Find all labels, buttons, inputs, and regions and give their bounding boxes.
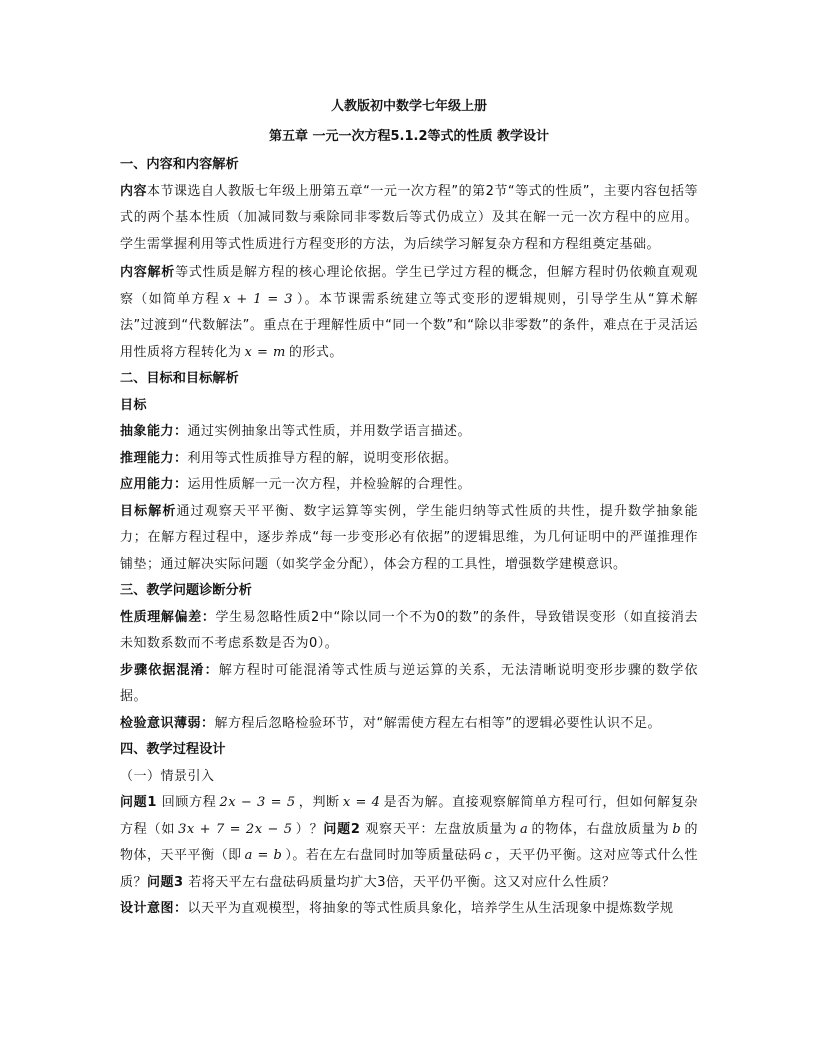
design-intent-label: 设计意图： <box>120 901 188 916</box>
question-2-text-e: ，天平仍平衡。这对应等式什么性质？ <box>120 848 698 890</box>
diagnosis-check-label: 检验意识薄弱： <box>120 715 215 731</box>
goal-reasoning-label: 推理能力： <box>120 450 188 466</box>
document-body <box>120 92 698 923</box>
content-analysis-label: 内容解析 <box>120 265 176 280</box>
question-2-text-c: 的物体，天平平衡（即 <box>120 821 698 863</box>
goal-application-label: 应用能力： <box>120 477 188 492</box>
design-intent-text: 以天平为直观模型，将抽象的等式性质具象化，培养学生从生活现象中提炼数学规 <box>187 901 674 916</box>
question-1-text-c: 是否为解。直接观察解简单方程可行，但如何解复杂方程（如 <box>120 795 698 837</box>
content-analysis-text-b: ）。本节课需系统建立等式变形的逻辑规则，引导学生从“算术解法”过渡到“代数解法”。重点在于理解性质中“同一个数”和“除以非零数”的条件，难点在于灵活运用性质将方程转化为 <box>120 291 698 360</box>
design-intent-paragraph <box>120 896 698 923</box>
goal-abstraction-label: 抽象能力： <box>120 424 188 439</box>
question-2-text-b: 的物体，右盘放质量为 <box>531 821 670 837</box>
goal-reasoning-text: 利用等式性质推导方程的解，说明变形依据。 <box>187 450 458 466</box>
diagnosis-check-text: 解方程后忽略检验环节，对“解需使方程左右相等”的逻辑必要性认识不足。 <box>214 715 661 731</box>
goal-analysis-label: 目标解析 <box>120 503 177 519</box>
section-heading-diagnosis: 三、教学问题诊断分析 <box>120 583 252 598</box>
question-2-text-d: ）。若在左右盘同时加等质量砝码 <box>285 848 482 863</box>
goal-application-text: 运用性质解一元一次方程，并检验解的合理性。 <box>187 477 472 492</box>
equation-2x-minus-3: 2x − 3 = 5 <box>219 795 296 810</box>
diagnosis-understanding <box>120 605 698 658</box>
section-heading-content: 一、内容和内容解析 <box>120 157 239 172</box>
document-title: 人教版初中数学七年级上册 <box>330 99 487 114</box>
goal-analysis-text: 通过观察天平平衡、数字运算等实例，学生能归纳等式性质的共性，提升数学抽象能力；在解方程过程中，逐步养成“每一步变形必有依据”的逻辑思维，为几何证明中的严谨推理作铺垫；通过解决实际问题（如奖学金分配），体会方程的工具性，增强数学建模意识。 <box>120 503 698 572</box>
diagnosis-steps-text: 解方程时可能混淆等式性质与逆运算的关系，无法清晰说明变形步骤的数学依据。 <box>120 662 698 704</box>
question-3-text: 若将天平左右盘砝码质量均扩大3倍，天平仍平衡。这又对应什么性质？ <box>188 874 616 890</box>
questions-paragraph <box>120 790 698 896</box>
goal-abstraction-text: 通过实例抽象出等式性质，并用数学语言描述。 <box>187 424 472 439</box>
section-heading-goals: 二、目标和目标解析 <box>120 371 239 386</box>
question-1-text-a: 回顾方程 <box>161 795 217 810</box>
question-3-label: 问题3 <box>147 874 184 890</box>
subsection-intro: （一）情景引入 <box>120 768 215 784</box>
goal-reasoning <box>120 446 698 473</box>
content-analysis-text-c: 的形式。 <box>288 344 343 360</box>
goal-abstraction <box>120 419 698 446</box>
section-heading-process: 四、教学过程设计 <box>120 742 226 757</box>
content-label: 内容 <box>120 183 148 199</box>
content-analysis-text-a: 等式性质是解方程的核心理论依据。学生已学过方程的概念，但解方程时仍依赖直观观察（如简单方程 <box>120 265 698 307</box>
content-analysis-paragraph <box>120 260 698 366</box>
variable-b: b <box>672 821 682 837</box>
content-text: 本节课选自人教版七年级上册第五章“一元一次方程”的第2节“等式的性质”，主要内容包括等式的两个基本性质（加减同数与乘除同非零数后等式仍成立）及其在解一元一次方程中的应用。学生需掌握利用等式性质进行方程变形的方法，为后续学习解复杂方程和方程组奠定基础。 <box>120 183 698 252</box>
equation-a-equals-b: a = b <box>244 848 283 863</box>
diagnosis-understanding-text: 学生易忽略性质2中“除以同一个不为0的数”的条件，导致错误变形（如直接消去未知数系数而不考虑系数是否为0）。 <box>120 609 698 651</box>
diagnosis-steps-label: 步骤依据混淆： <box>120 662 219 678</box>
diagnosis-check <box>120 711 698 738</box>
question-1-text-b: ，判断 <box>298 795 340 810</box>
content-paragraph <box>120 179 698 259</box>
goal-analysis-paragraph <box>120 499 698 579</box>
goal-label: 目标 <box>120 397 148 413</box>
variable-a: a <box>520 821 529 837</box>
question-1-label: 问题1 <box>120 795 157 810</box>
question-2-label: 问题2 <box>323 821 361 837</box>
document-subtitle: 第五章 一元一次方程5.1.2等式的性质 教学设计 <box>268 129 550 144</box>
equation-x-equals-4: x = 4 <box>342 795 381 810</box>
question-1-text-d: ）？ <box>295 821 324 837</box>
variable-c: c <box>484 848 493 863</box>
question-2-text-a: 观察天平：左盘放质量为 <box>365 821 517 837</box>
diagnosis-understanding-label: 性质理解偏差： <box>120 609 216 625</box>
equation-x-plus-1: x + 1 = 3 <box>223 291 294 307</box>
equation-x-equals-m: x = m <box>244 344 286 360</box>
goal-application <box>120 472 698 499</box>
equation-3x-plus-7: 3x + 7 = 2x − 5 <box>178 821 293 837</box>
diagnosis-steps <box>120 658 698 711</box>
